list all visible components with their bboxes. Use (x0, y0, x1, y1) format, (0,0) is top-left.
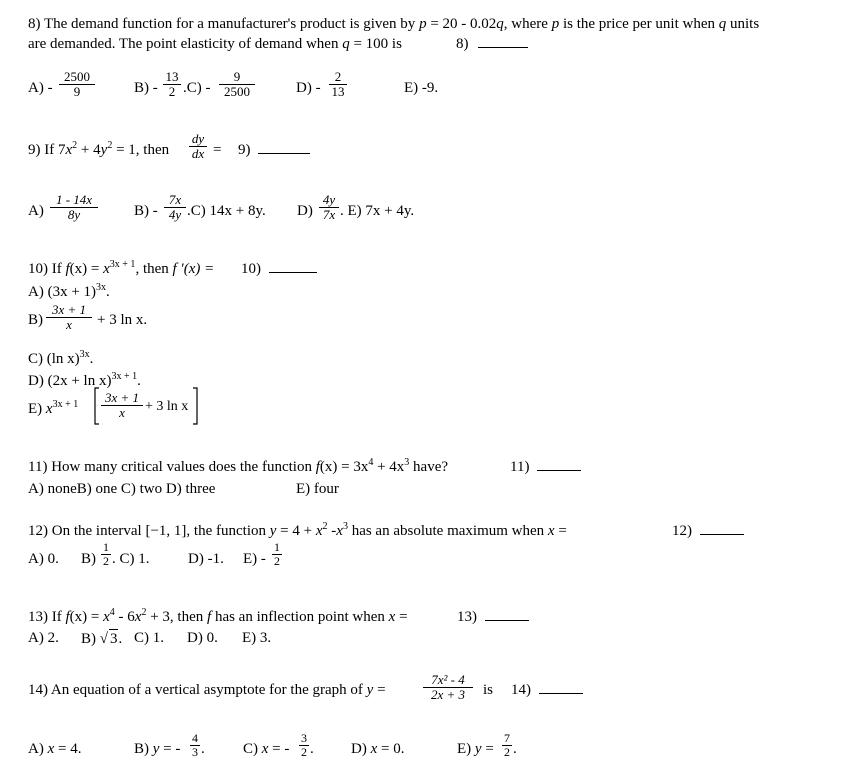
q14-den: 2x + 3 (430, 687, 466, 702)
q10-exponent: 3x + 1 (109, 259, 136, 270)
q14-option-b-num: 4 (192, 731, 198, 745)
q14-answer-slot (511, 681, 583, 699)
q9-option-b-label: B) - (134, 203, 158, 219)
q14-option-b (134, 740, 180, 758)
q14-option-d-text: D) (351, 741, 371, 757)
q8-var-q: q (718, 16, 727, 32)
q10-option-e-var-x: x (45, 401, 53, 417)
q8-stem-line1 (28, 15, 759, 33)
q11-answer-slot (510, 458, 581, 476)
q14-num: 7x² - 4 (423, 673, 473, 688)
q10-option-b-num: 3x + 1 (46, 303, 92, 318)
q9-option-a-label: A) (28, 203, 44, 219)
q11-exponent: 4 (368, 457, 374, 468)
q12-var-x: x (315, 523, 323, 539)
q12-exponent: 3 (342, 521, 348, 532)
q12-option-b-num: 1 (103, 540, 109, 554)
q10-func-f: f (65, 261, 70, 277)
q14-fraction (423, 673, 473, 702)
q9-option-b-den: 4y (168, 207, 182, 222)
q14-option-c-den: 2 (301, 745, 307, 759)
q13-var-x: x (103, 609, 110, 625)
q8-option-d-label: D) - (296, 80, 321, 96)
q10-option-e-exponent: 3x + 1 (52, 399, 79, 410)
q13-option-a: A) 2. (28, 630, 59, 646)
q8-option-d-num: 2 (329, 70, 347, 85)
q12-var-x: x (547, 523, 555, 539)
q8-text: 8) The demand function for a manufacturer's product is given by (28, 16, 420, 32)
q12-option-b-label: B) (81, 551, 96, 567)
q8-option-a-num: 2500 (59, 70, 95, 85)
q8-option-d-den: 13 (331, 84, 345, 99)
q14-option-c-num: 3 (301, 731, 307, 745)
q12-option-b-den: 2 (103, 554, 109, 568)
q10-text: 10) If (28, 261, 66, 277)
q10-option-b-tail: + 3 ln x. (97, 312, 148, 328)
q10-text: (x) = (69, 261, 104, 277)
q12-exponent: 2 (322, 521, 328, 532)
q11-stem (28, 458, 448, 476)
q14-option-c-text: C) (243, 741, 262, 757)
q14-option-c-text: = - (268, 741, 290, 757)
q10-option-e-text: E) (28, 401, 46, 417)
q14-option-d-var: x (370, 741, 378, 757)
q12-stem (28, 522, 567, 540)
q11-text: have? (409, 459, 449, 475)
q13-text: - 6 (114, 609, 135, 625)
q10-answer-blank[interactable] (269, 260, 317, 273)
q9-option-d-fraction (319, 193, 339, 222)
q10-option-b-den: x (66, 317, 72, 332)
q10-option-c-text: C) (ln x) (28, 351, 80, 367)
q13-option-d: D) 0. (187, 630, 218, 646)
q12-answer-slot (672, 522, 744, 540)
q9-option-a-num: 1 - 14x (50, 193, 98, 208)
q9-option-b-num: 7x (164, 193, 186, 208)
q10-option-b-fraction (46, 303, 92, 332)
q14-option-e-var: y (474, 741, 482, 757)
q10-option-d-exponent: 3x + 1 (111, 371, 138, 382)
q10-option-e-bracket (93, 386, 203, 426)
q10-option-d-text: D) (2x + ln x) (28, 373, 112, 389)
q12-option-e-label: E) - (243, 551, 266, 567)
q9-dy: dy (189, 132, 207, 147)
q11-exponent: 3 (404, 457, 410, 468)
q8-option-a-den: 9 (73, 84, 81, 99)
q10-option-b-label: B) (28, 312, 43, 328)
q8-option-c-den: 2500 (224, 84, 250, 99)
q9-exponent: 2 (72, 140, 78, 151)
q10-option-c (28, 350, 93, 368)
q10-option-e-den: x (119, 405, 125, 420)
q11-text: (x) = 3x (319, 459, 369, 475)
q8-option-c-fraction (219, 70, 255, 99)
q8-var-q: q (342, 36, 350, 52)
q13-var-x: x (134, 609, 142, 625)
q13-option-e: E) 3. (242, 630, 272, 646)
q10-option-d-end: . (137, 373, 141, 389)
q9-option-d-den: 7x (322, 207, 336, 222)
q12-text: has an absolute maximum when (347, 523, 548, 539)
q9-option-a-fraction (50, 193, 98, 222)
q8-option-c-label: .C) - (183, 80, 211, 96)
q12-option-b-fraction (101, 541, 111, 568)
q14-option-c-var: x (261, 741, 269, 757)
q13-func-f: f (65, 609, 70, 625)
q9-answer-slot (238, 141, 310, 159)
q9-var-y: y (100, 142, 108, 158)
q12-option-c: . C) 1. (112, 551, 150, 567)
q8-var-q: q (496, 16, 504, 32)
q13-option-b-label: B) (81, 631, 96, 647)
q10-option-e-tail: + 3 ln x (145, 399, 189, 414)
q8-option-d-fraction (329, 70, 347, 99)
q9-option-b-fraction (164, 193, 186, 222)
q9-dx: dx (191, 146, 205, 161)
q9-stem (28, 141, 169, 159)
sqrt-icon: √ (99, 631, 108, 647)
q14-stem (28, 681, 386, 699)
q13-func-f: f (207, 609, 212, 625)
q13-text: has an inflection point when (211, 609, 389, 625)
q14-option-e-text: = (481, 741, 494, 757)
q14-option-b-den: 3 (192, 745, 198, 759)
q13-exponent: 4 (109, 607, 115, 618)
q14-text: = (373, 682, 386, 698)
q10-var-x: x (103, 261, 110, 277)
q9-answer-blank[interactable] (258, 141, 310, 154)
q8-text: is the price per unit when (559, 16, 719, 32)
q13-text: + 3, then (146, 609, 208, 625)
q13-exponent: 2 (141, 607, 147, 618)
q14-text: 14) An equation of a vertical asymptote for the graph of (28, 682, 367, 698)
q14-option-b-end: . (201, 741, 205, 757)
q13-answer-slot (457, 608, 529, 626)
q14-option-e-num: 7 (504, 731, 510, 745)
q14-option-e (457, 740, 494, 758)
q8-option-b-fraction (163, 70, 181, 99)
q14-option-e-den: 2 (504, 745, 510, 759)
q9-var-x: x (65, 142, 73, 158)
q8-text: = 20 - 0.02 (426, 16, 497, 32)
q12-var-x: x (336, 523, 343, 539)
q14-option-e-fraction (502, 732, 512, 759)
q12-var-y: y (269, 523, 277, 539)
q9-option-c: .C) 14x + 8y. (187, 203, 266, 219)
q12-option-e-num: 1 (274, 540, 280, 554)
q9-text: = 1, then (112, 142, 170, 158)
q13-var-x: x (388, 609, 396, 625)
q10-text: , then (135, 261, 173, 277)
q12-text: , the function (186, 523, 270, 539)
q10-option-e-fraction (101, 391, 143, 420)
q8-text: units (726, 16, 760, 32)
q8-text: = 100 is (349, 36, 402, 52)
q10-option-e-num: 3x + 1 (101, 391, 143, 406)
q12-number: 12) (672, 523, 692, 539)
q10-number: 10) (241, 261, 261, 277)
q9-option-a-den: 8y (67, 207, 81, 222)
q9-option-d-label: D) (297, 203, 313, 219)
q11-options: A) noneB) one C) two D) three (28, 481, 216, 497)
q10-derivative: f ′(x) = (172, 261, 215, 277)
q14-is: is (483, 682, 494, 698)
q14-option-d-text: = 0. (377, 741, 405, 757)
q10-option-a (28, 283, 110, 301)
q9-equals: = (213, 142, 222, 158)
q13-option-b-radicand: 3 (109, 631, 118, 647)
q14-option-a-text: A) (28, 741, 48, 757)
q10-stem (28, 260, 214, 278)
q12-option-d: D) -1. (188, 551, 224, 567)
q12-option-a: A) 0. (28, 551, 59, 567)
q13-option-b-end: . (118, 631, 123, 647)
q8-option-a-label: A) - (28, 80, 53, 96)
q13-text: (x) = (69, 609, 104, 625)
q10-answer-slot (241, 260, 317, 278)
q9-number: 9) (238, 142, 251, 158)
q9-text: + 4 (77, 142, 101, 158)
q9-dydx-fraction (189, 132, 207, 161)
q12-text: - (327, 523, 337, 539)
q10-option-c-exponent: 3x (79, 349, 90, 360)
q13-number: 13) (457, 609, 477, 625)
q14-option-c-end: . (310, 741, 314, 757)
q8-text: are demanded. The point elasticity of demand when (28, 36, 343, 52)
q13-option-b (81, 629, 122, 648)
q12-option-e-den: 2 (274, 554, 280, 568)
q9-exponent: 2 (107, 140, 113, 151)
q9-option-e: . E) 7x + 4y. (340, 203, 415, 219)
q12-interval: [−1, 1] (145, 523, 187, 539)
q8-option-e: E) -9. (404, 80, 439, 96)
q11-answer-blank[interactable] (537, 458, 581, 471)
q14-option-d (351, 740, 404, 758)
q12-answer-blank[interactable] (700, 522, 744, 535)
q14-option-b-text: B) (134, 741, 153, 757)
q13-text: 13) If (28, 609, 66, 625)
q14-option-c (243, 740, 289, 758)
q8-option-b-num: 13 (163, 70, 181, 85)
q11-number: 11) (510, 459, 530, 475)
q14-option-e-end: . (513, 741, 517, 757)
q8-var-p: p (419, 16, 427, 32)
q12-text: 12) On the interval (28, 523, 146, 539)
q8-var-p: p (551, 16, 560, 32)
q14-option-a-text: = 4. (54, 741, 82, 757)
q8-option-c-num: 9 (219, 70, 255, 85)
q11-text: + 4x (373, 459, 405, 475)
q14-option-c-fraction (299, 732, 309, 759)
q14-var-y: y (366, 682, 374, 698)
q11-func-f: f (315, 459, 320, 475)
q8-stem-line2 (28, 35, 402, 53)
q14-option-a (28, 740, 81, 758)
q10-option-e-label (28, 400, 78, 418)
q14-option-a-var: x (47, 741, 55, 757)
q10-option-a-end: . (106, 284, 110, 300)
q14-number: 14) (511, 682, 531, 698)
q11-option-e: E) four (296, 481, 339, 497)
q10-option-a-exponent: 3x (96, 282, 107, 293)
q8-option-a-fraction (59, 70, 95, 99)
q9-option-d-num: 4y (319, 193, 339, 208)
q12-option-e-fraction (272, 541, 282, 568)
q8-answer-slot (456, 35, 528, 53)
q14-option-b-var: y (152, 741, 160, 757)
q14-option-b-text: = - (159, 741, 181, 757)
q14-option-e-text: E) (457, 741, 475, 757)
q8-option-b-label: B) - (134, 80, 158, 96)
q8-text: , where (503, 16, 552, 32)
q8-option-b-den: 2 (168, 84, 176, 99)
q13-text: = (395, 609, 408, 625)
q9-text: 9) If 7 (28, 142, 66, 158)
q8-number: 8) (456, 36, 469, 52)
q13-option-c: C) 1. (134, 630, 164, 646)
q13-answer-blank[interactable] (485, 608, 529, 621)
q10-option-c-end: . (89, 351, 94, 367)
q14-option-b-fraction (190, 732, 200, 759)
q12-text: = 4 + (276, 523, 316, 539)
q13-stem (28, 608, 408, 626)
q12-text: = (554, 523, 567, 539)
q11-text: 11) How many critical values does the function (28, 459, 316, 475)
q14-answer-blank[interactable] (539, 681, 583, 694)
q8-answer-blank[interactable] (478, 35, 528, 48)
q10-option-a-text: A) (3x + 1) (28, 284, 97, 300)
